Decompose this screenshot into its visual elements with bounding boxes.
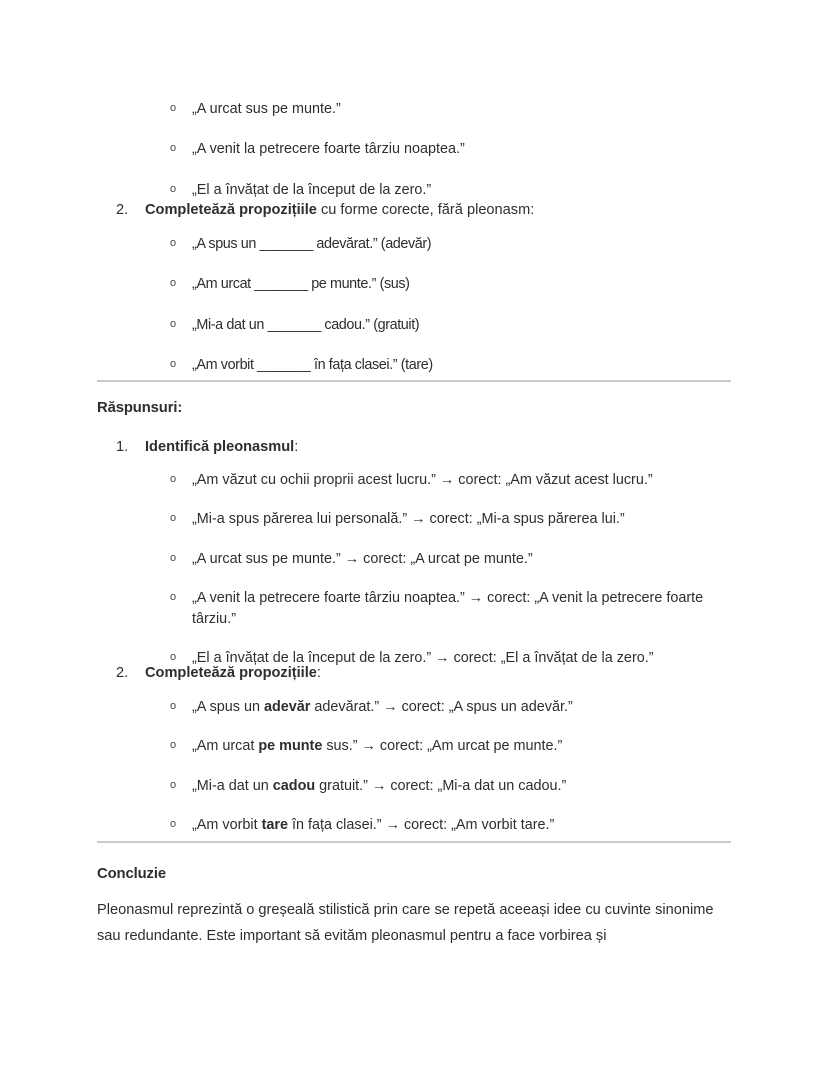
answer-suffix: gratuit.” → corect: „Mi-a dat un cadou.” [315, 777, 567, 794]
list-item-text: „Mi-a spus părerea lui personală.” → corect: „Mi-a spus părerea lui.” [192, 511, 625, 528]
answers-item1-title-rest: : [294, 439, 299, 455]
list-item-text: „A spus un _______ adevărat.” (adevăr) [192, 236, 432, 252]
circle-bullet-icon: o [170, 700, 177, 712]
circle-bullet-icon: o [170, 818, 177, 831]
section-divider [97, 841, 731, 843]
answers-item2-bullet-list [97, 697, 731, 836]
circle-bullet-icon: o [170, 651, 177, 664]
answers-item1-heading [97, 437, 731, 461]
list-number: 2. [116, 202, 129, 218]
exercise2-bullet-list [97, 234, 731, 376]
list-item [97, 139, 731, 159]
list-item-text [192, 778, 566, 794]
list-item-text [192, 817, 554, 833]
ordered-list-item [97, 200, 731, 221]
list-item-text: „El a învățat de la început de la zero.” [192, 181, 432, 198]
list-item [97, 588, 731, 629]
list-number: 2. [116, 665, 129, 681]
list-item-text: „A urcat sus pe munte.” [192, 101, 341, 117]
list-item-text: „A venit la petrecere foarte târziu noaptea.” [192, 141, 465, 158]
list-item-text: „Am văzut cu ochii proprii acest lucru.” → corect: „Am văzut acest lucru.” [192, 472, 653, 488]
list-item [97, 776, 731, 796]
answers-item2-title-rest: : [316, 665, 321, 681]
circle-bullet-icon: o [170, 512, 177, 525]
list-item [97, 180, 731, 200]
answers-item2-heading [97, 663, 731, 687]
ordered-list-item-text [145, 439, 298, 455]
circle-bullet-icon: o [170, 277, 177, 290]
exercise1-bullet-list [97, 99, 731, 200]
list-item [97, 736, 731, 756]
circle-bullet-icon: o [170, 317, 177, 330]
answer-keyword: pe munte [258, 738, 323, 755]
list-item [97, 274, 731, 294]
answer-keyword: tare [261, 817, 288, 834]
answer-prefix: „Am urcat [192, 738, 259, 755]
list-item-text: „Am urcat _______ pe munte.” (sus) [192, 276, 410, 293]
list-item-text: „A urcat sus pe munte.” → corect: „A urcat pe munte.” [192, 550, 533, 567]
answer-prefix: „Am vorbit [192, 817, 262, 834]
list-item [97, 234, 731, 254]
conclusion-heading: Concluzie [97, 866, 166, 882]
answer-prefix: „A spus un [192, 699, 264, 715]
circle-bullet-icon: o [170, 182, 177, 195]
list-item-text [192, 738, 562, 754]
list-item-text: „A venit la petrecere foarte târziu noaptea.” → corect: „A venit la petrecere foarte târziu.” [192, 590, 704, 627]
list-item [97, 549, 731, 569]
exercise2-title-bold: Completeăză propozițiile [145, 202, 317, 218]
ordered-list-item [97, 663, 731, 684]
answers-item2-title-bold: Completeăză propozițiile [145, 665, 317, 681]
answer-keyword: cadou [272, 777, 316, 794]
list-item-text: „El a învățat de la început de la zero.” → corect: „El a învățat de la zero.” [192, 650, 654, 667]
circle-bullet-icon: o [170, 237, 177, 249]
exercise2-title-rest: cu forme corecte, fără pleonasm: [316, 202, 535, 218]
answers-item1-bullet-list [97, 470, 731, 669]
answer-prefix: „Mi-a dat un [192, 777, 273, 794]
list-item [97, 697, 731, 717]
list-item-text: „Mi-a dat un _______ cadou.” (gratuit) [192, 316, 420, 333]
list-number: 1. [116, 439, 129, 455]
list-item [97, 315, 731, 335]
answer-suffix: în fața clasei.” → corect: „Am vorbit tare.” [287, 817, 555, 834]
conclusion-paragraph: Pleonasmul reprezintă o greșeală stilistică prin care se repetă aceeași idee cu cuvinte sinonime sau redundante. Este important să evităm pleonasmul pentru a face vorbirea și [97, 902, 714, 944]
answer-suffix: sus.” → corect: „Am urcat pe munte.” [322, 738, 563, 755]
circle-bullet-icon: o [170, 102, 177, 114]
list-item [97, 470, 731, 490]
exercise2-heading [97, 200, 731, 224]
circle-bullet-icon: o [170, 591, 177, 604]
list-item [97, 355, 731, 375]
circle-bullet-icon: o [170, 739, 177, 752]
list-item-text [192, 699, 573, 715]
list-item [97, 815, 731, 835]
list-item [97, 99, 731, 119]
section-divider [97, 380, 731, 382]
circle-bullet-icon: o [170, 551, 177, 564]
circle-bullet-icon: o [170, 142, 177, 155]
circle-bullet-icon: o [170, 358, 177, 371]
answers-heading: Răspunsuri: [97, 400, 183, 416]
answers-item1-title-bold: Identifică pleonasmul [145, 439, 295, 455]
ordered-list-item-text [145, 665, 321, 681]
circle-bullet-icon: o [170, 473, 177, 485]
ordered-list-item-text [145, 202, 534, 218]
circle-bullet-icon: o [170, 778, 177, 791]
answer-suffix: adevărat.” → corect: „A spus un adevăr.” [310, 699, 573, 715]
answer-keyword: adevăr [264, 699, 311, 715]
list-item-text: „Am vorbit _______ în fața clasei.” (tare) [192, 357, 433, 374]
list-item [97, 509, 731, 529]
ordered-list-item [97, 437, 731, 458]
